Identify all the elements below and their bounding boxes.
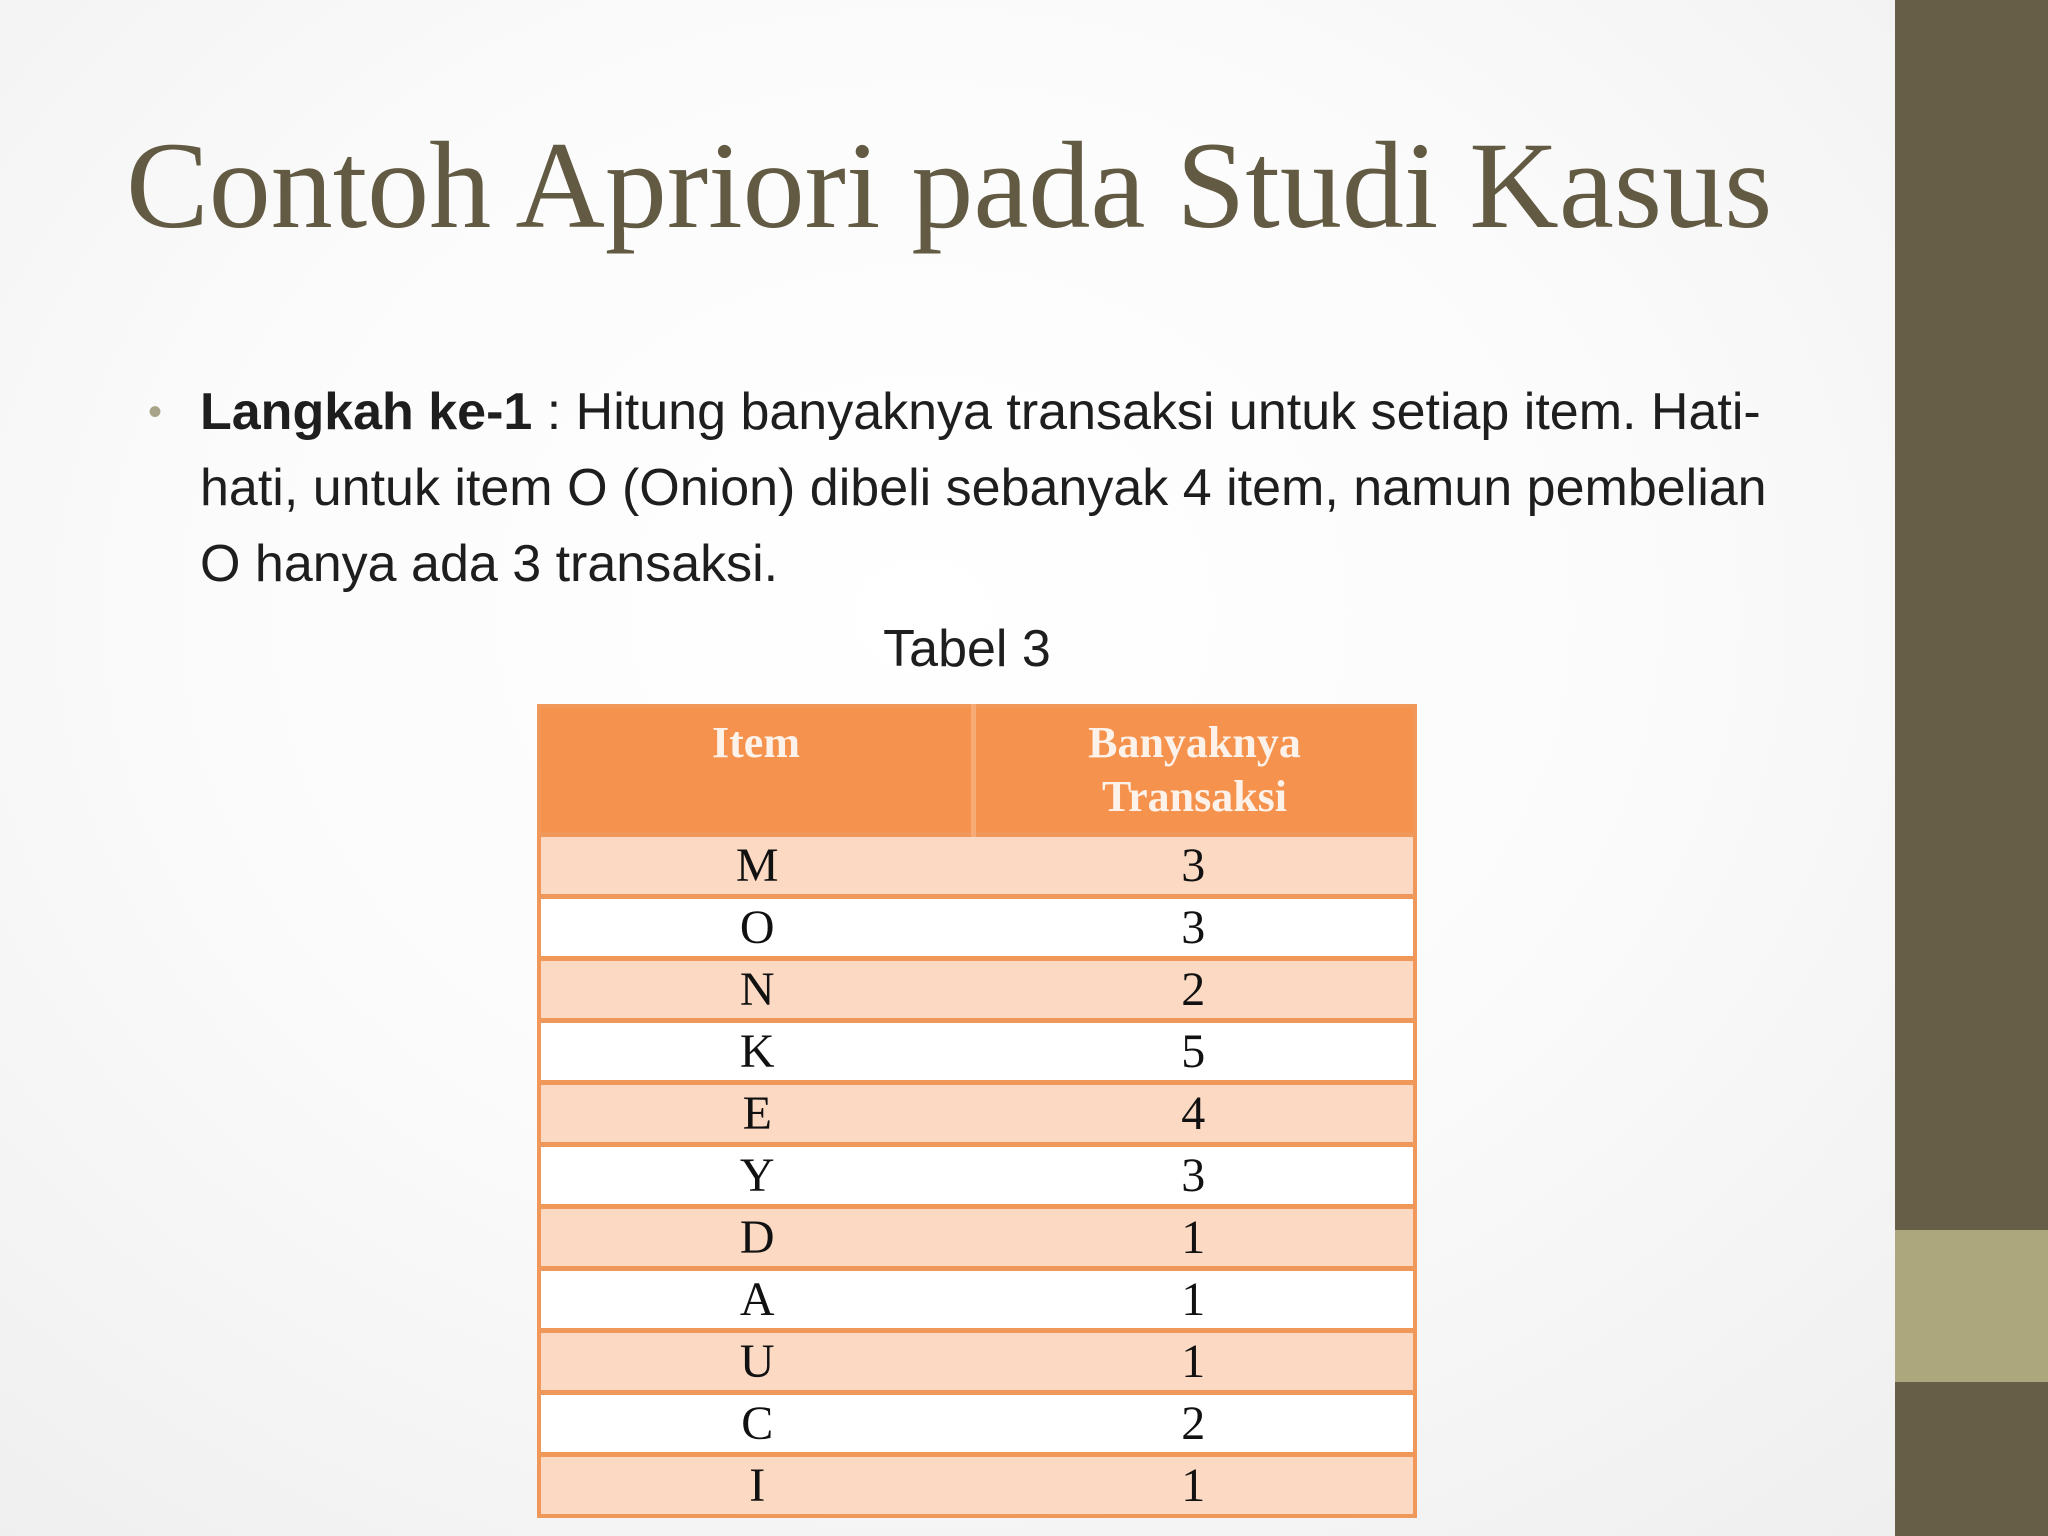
table-caption: Tabel 3 [883, 620, 1051, 678]
count-cell: 2 [974, 1393, 1416, 1455]
table-row [539, 1331, 1415, 1393]
side-accent-block [1895, 1230, 2048, 1382]
item-cell: U [539, 1331, 974, 1393]
count-cell: 3 [974, 1145, 1416, 1207]
table-row [539, 1269, 1415, 1331]
count-cell: 4 [974, 1083, 1416, 1145]
table-row [539, 1455, 1415, 1517]
item-cell: E [539, 1083, 974, 1145]
table-row [539, 1145, 1415, 1207]
bullet-marker: • [148, 390, 163, 434]
count-cell: 1 [974, 1269, 1416, 1331]
table-row [539, 1083, 1415, 1145]
column-header-count [974, 706, 1416, 835]
item-cell: I [539, 1455, 974, 1517]
transaction-count-table [537, 704, 1417, 1518]
count-cell: 1 [974, 1207, 1416, 1269]
count-cell: 3 [974, 835, 1416, 897]
count-cell: 1 [974, 1455, 1416, 1517]
count-cell: 3 [974, 897, 1416, 959]
count-cell: 1 [974, 1331, 1416, 1393]
slide-title: Contoh Apriori pada Studi Kasus [126, 117, 1773, 254]
item-cell: A [539, 1269, 974, 1331]
table-row [539, 1207, 1415, 1269]
count-cell: 2 [974, 959, 1416, 1021]
item-cell: O [539, 897, 974, 959]
bullet-point [148, 374, 1808, 602]
table-header-row [539, 706, 1415, 835]
item-cell: M [539, 835, 974, 897]
item-cell: D [539, 1207, 974, 1269]
count-cell: 5 [974, 1021, 1416, 1083]
bullet-text [200, 374, 1808, 602]
table-row [539, 1021, 1415, 1083]
bullet-bold-lead: Langkah ke-1 [200, 383, 533, 441]
item-cell: K [539, 1021, 974, 1083]
bullet-body: : Hitung banyaknya transaksi untuk setiap item. Hati-hati, untuk item O (Onion) dibeli sebanyak 4 item, namun pembelian O hanya ada 3 transaksi. [200, 383, 1767, 593]
table-row [539, 835, 1415, 897]
item-cell: Y [539, 1145, 974, 1207]
table-row [539, 897, 1415, 959]
column-header-count-text: Banyaknya Transaksi [1088, 718, 1301, 821]
item-cell: C [539, 1393, 974, 1455]
item-cell: N [539, 959, 974, 1021]
column-header-item: Item [539, 706, 974, 835]
table-row [539, 1393, 1415, 1455]
table-row [539, 959, 1415, 1021]
